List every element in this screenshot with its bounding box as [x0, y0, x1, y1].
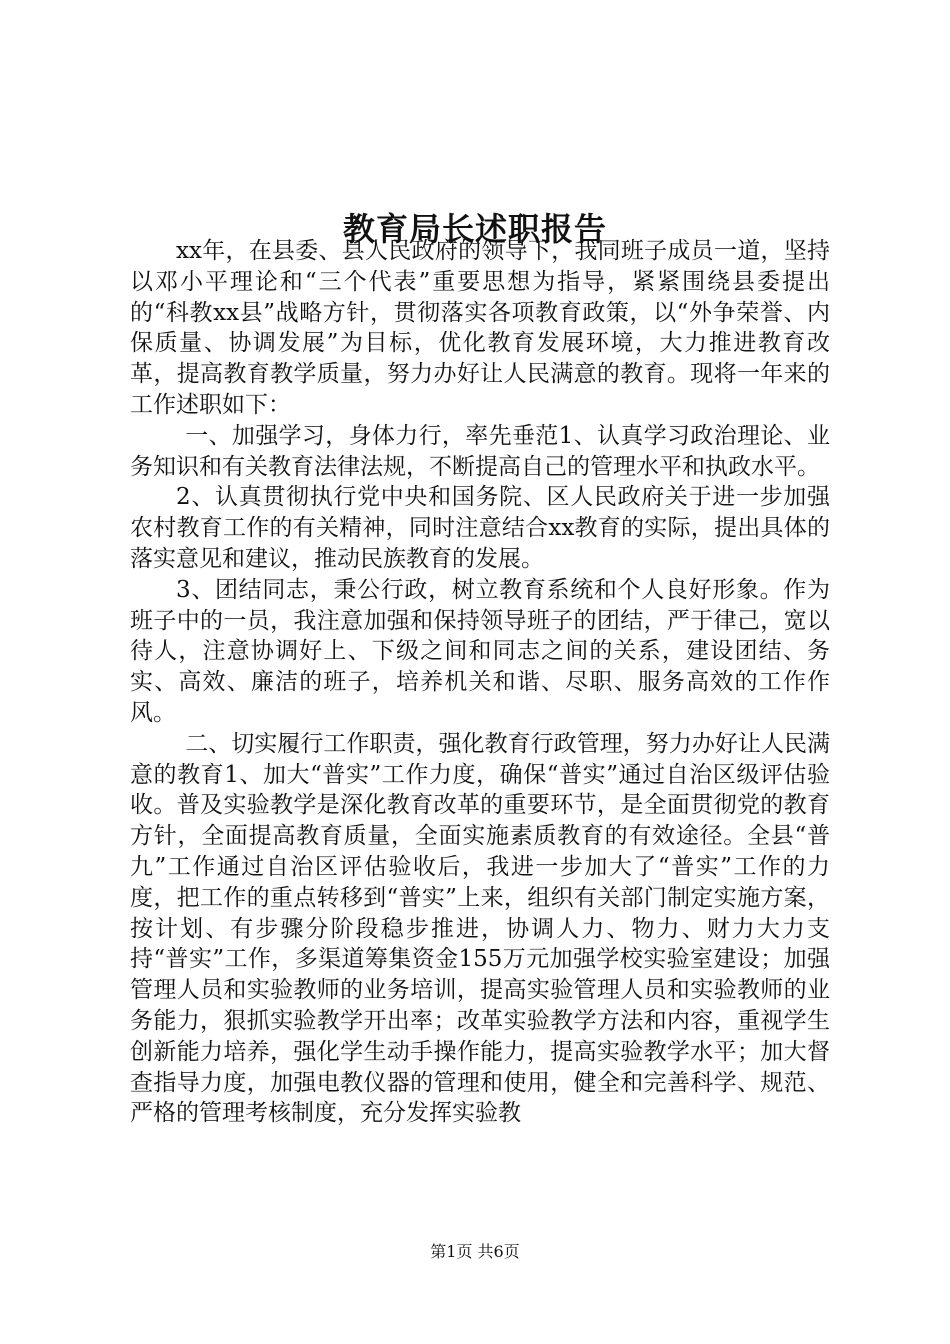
paragraph-item-2: 2、认真贯彻执行党中央和国务院、区人民政府关于进一步加强农村教育工作的有关精神，同时注意结合xx教育的实际，提出具体的落实意见和建议，推动民族教育的发展。 [130, 484, 830, 572]
paragraph-section-2: 二、切实履行工作职责，强化教育行政管理，努力办好让人民满意的教育1、加大“普实”工作力度，确保“普实”通过自治区级评估验收。普及实验教学是深化教育改革的重要环节，是全面贯彻党的教育方针，全面提高教育质量，全面实施素质教育的有效途径。全县“普九”工作通过自治区评估验收后，我进一步加大了“普实”工作的力度，把工作的重点转移到“普实”上来，组织有关部门制定实施方案，按计划、有步骤分阶段稳步推进，协调人力、物力、财力大力支持“普实”工作，多渠道筹集资金155万元加强学校实验室建设；加强管理人员和实验教师的业务培训，提高实验管理人员和实验教师的业务能力，狠抓实验教学开出率；改革实验教学方法和内容，重视学生创新能力培养，强化学生动手操作能力，提高实验教学水平；加大督查指导力度，加强电教仪器的管理和使用，健全和完善科学、规范、严格的管理考核制度，充分发挥实验教 [130, 730, 830, 1127]
page-footer: 第1页 共6页 [430, 1242, 520, 1261]
paragraph-intro: xx年，在县委、县人民政府的领导下，我同班子成员一道，坚持以邓小平理论和“三个代表”重要思想为指导，紧紧围绕县委提出的“科教xx县”战略方针，贯彻落实各项教育政策，以“外争荣誉、内保质量、协调发展”为目标，优化教育发展环境，大力推进教育改革，提高教育教学质量，努力办好让人民满意的教育。现将一年来的工作述职如下： [130, 238, 830, 418]
paragraph-section-1: 一、加强学习，身体力行，率先垂范1、认真学习政治理论、业务知识和有关教育法律法规，不断提高自己的管理水平和执政水平。 [130, 422, 830, 480]
document-title: 教育局长述职报告 [342, 210, 607, 249]
paragraph-item-3: 3、团结同志，秉公行政，树立教育系统和个人良好形象。作为班子中的一员，我注意加强和保持领导班子的团结，严于律己，宽以待人，注意协调好上、下级之间和同志之间的关系，建设团结、务实、高效、廉洁的班子，培养机关和谐、尽职、服务高效的工作作风。 [130, 576, 830, 726]
document-body [130, 236, 830, 1129]
